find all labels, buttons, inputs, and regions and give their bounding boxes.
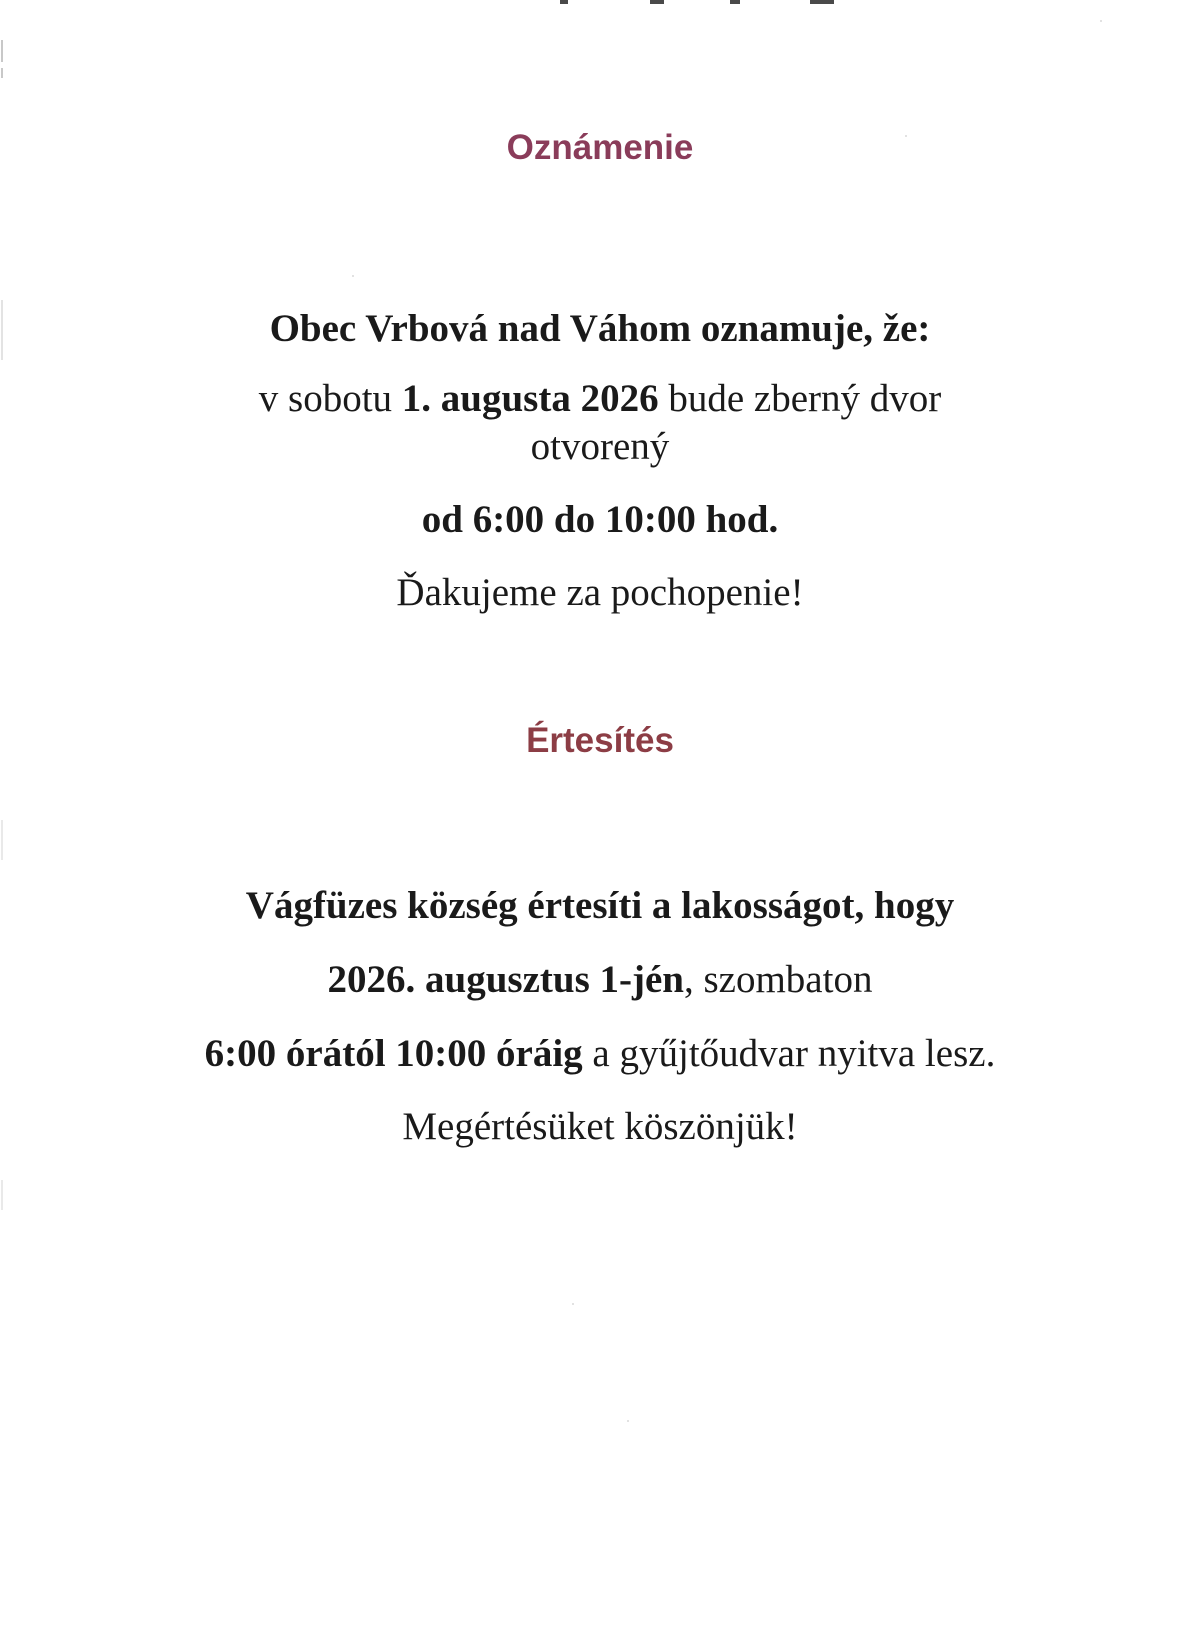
slovak-thanks-line: Ďakujeme za pochopenie! [396,571,804,614]
hungarian-hours-suffix: a gyűjtőudvar nyitva lesz. [582,1032,996,1075]
slovak-heading: Oznámenie [506,128,694,167]
scan-speck [905,135,907,137]
hungarian-hours: 6:00 órától 10:00 óráig [204,1032,583,1075]
slovak-date-prefix: v sobotu [258,377,402,420]
scan-speck [352,275,354,277]
top-scan-artifact [560,0,900,6]
slovak-date: 1. augusta 2026 [401,377,659,420]
slovak-date-line [0,376,1200,421]
slovak-open-line: otvorený [530,425,670,468]
scan-edge-marks [0,0,6,1651]
scan-speck [572,1303,574,1305]
slovak-date-suffix: bude zberný dvor [658,377,942,420]
hungarian-date-suffix: , szombaton [683,958,873,1001]
scan-speck [627,1420,629,1422]
hungarian-intro-line: Vágfüzes község értesíti a lakosságot, hogy [245,884,955,927]
hungarian-date: 2026. augusztus 1-jén [327,958,684,1001]
hungarian-thanks-line: Megértésüket köszönjük! [402,1105,798,1148]
hungarian-date-line [0,957,1200,1002]
slovak-hours-line: od 6:00 do 10:00 hod. [421,498,779,541]
scan-speck [1100,20,1102,22]
hungarian-heading: Értesítés [526,721,674,760]
hungarian-hours-line [0,1031,1200,1076]
slovak-intro-line: Obec Vrbová nad Váhom oznamuje, že: [269,307,931,350]
